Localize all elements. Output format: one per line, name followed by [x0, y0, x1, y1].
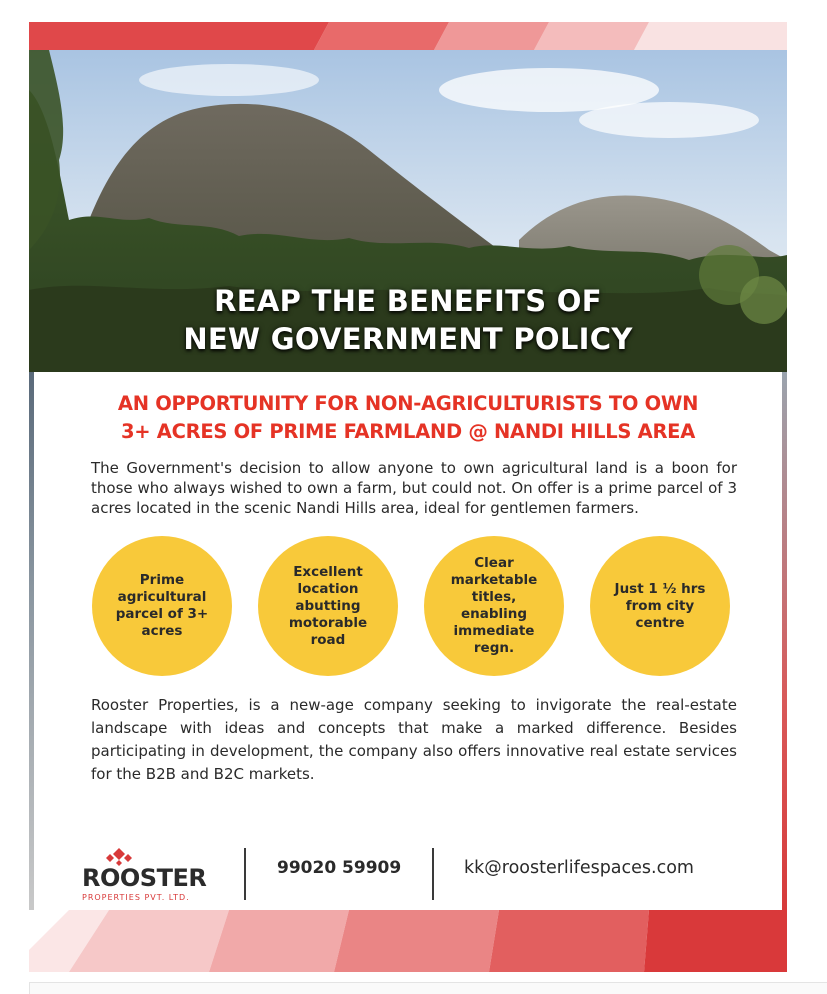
email-address: kk@roosterlifespaces.com [464, 858, 694, 878]
rooster-logo [82, 848, 214, 904]
hero-image [29, 50, 787, 372]
feature-circle-location [258, 536, 398, 676]
contact-divider [432, 848, 434, 900]
hero-title-line1: REAP THE BENEFITS OF [214, 284, 602, 318]
logo-subtitle: PROPERTIES PVT. LTD. [82, 893, 190, 902]
feature-text: Clear marketable titles, enabling immediate regn. [450, 555, 538, 656]
flyer-content [29, 372, 787, 902]
top-stripes-graphic [29, 22, 787, 50]
hero-title [29, 282, 787, 358]
property-flyer [29, 22, 787, 972]
about-paragraph: Rooster Properties, is a new-age company seeking to invigorate the real-estate landscape with ideas and concepts that make a marked difference. Besides participating in development, the company also offers innovative real estate services for the B2B and B2C markets. [91, 696, 737, 783]
feature-circle-titles [424, 536, 564, 676]
bottom-stripes-graphic [29, 910, 787, 972]
feature-text: Excellent location abutting motorable road [288, 563, 368, 648]
hero-title-line2: NEW GOVERNMENT POLICY [183, 322, 633, 356]
bottom-stripe-band [29, 910, 787, 972]
phone-number: 99020 59909 [277, 858, 402, 878]
intro-paragraph: The Government's decision to allow anyone to own agricultural land is a boon for those who always wished to own a farm, but could not. On offer is a prime parcel of 3 acres located in the scenic Nandi Hills area, ideal for gentlemen farmers. [91, 459, 737, 517]
logo-wordmark: ROOSTER [82, 864, 207, 892]
contact-footer [29, 842, 787, 912]
feature-circles [92, 536, 787, 676]
feature-circle-parcel [92, 536, 232, 676]
offer-headline-line2: 3+ ACRES OF PRIME FARMLAND @ NANDI HILLS AREA [121, 420, 695, 443]
page-bottom-strip [29, 982, 827, 994]
offer-headline-line1: AN OPPORTUNITY FOR NON-AGRICULTURISTS TO OWN [117, 392, 699, 415]
feature-text: Prime agricultural parcel of 3+ acres [115, 572, 209, 639]
contact-divider [244, 848, 246, 900]
feature-circle-distance [590, 536, 730, 676]
feature-text: Just 1 ½ hrs from city centre [614, 580, 706, 631]
top-stripe-band [29, 22, 787, 50]
offer-headline [29, 390, 787, 446]
